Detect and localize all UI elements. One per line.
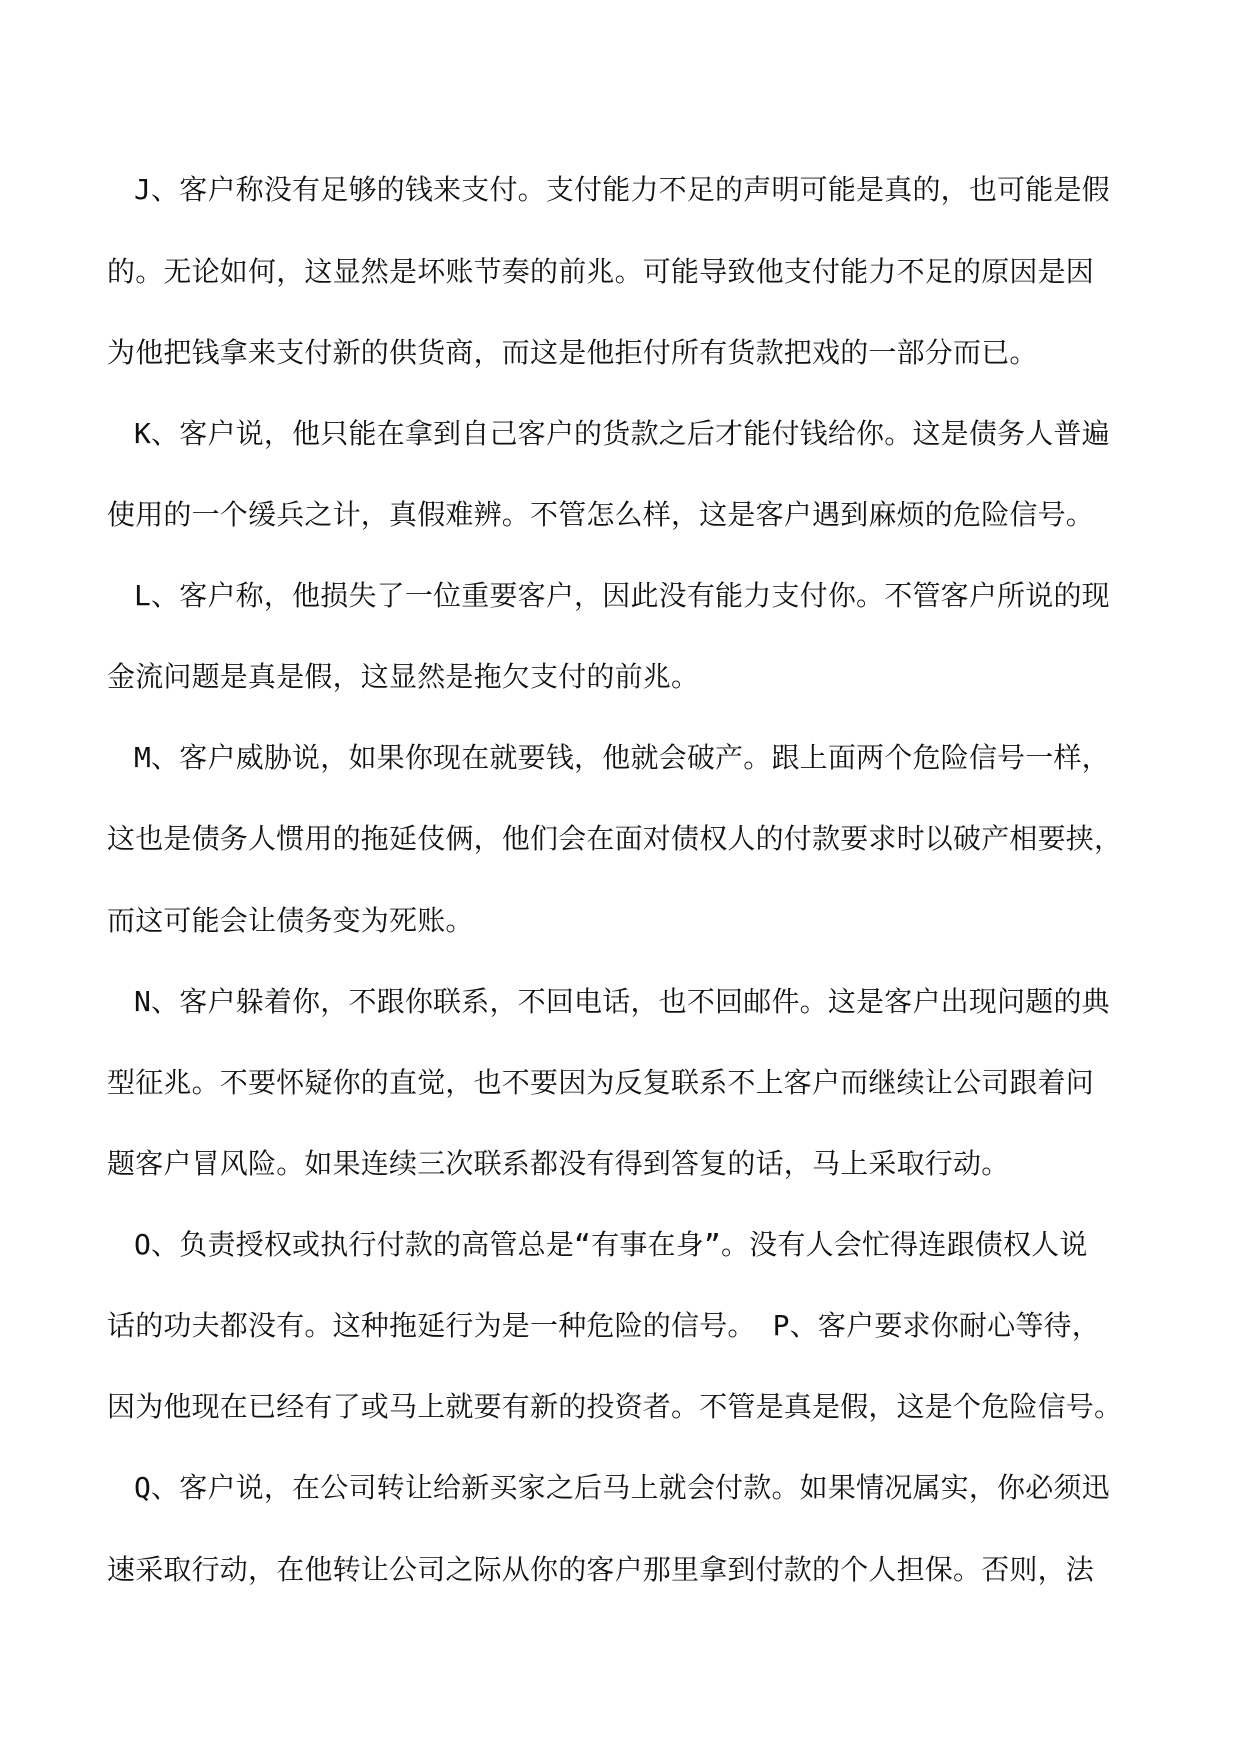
- paragraph-j-line-3: 为他把钱拿来支付新的供货商，而这是他拒付所有货款把戏的一部分而已。: [107, 336, 1038, 369]
- paragraph-j-line-2: 的。无论如何，这显然是坏账节奏的前兆。可能导致他支付能力不足的原因是因: [107, 255, 1095, 288]
- paragraph-q-line-2: 速采取行动，在他转让公司之际从你的客户那里拿到付款的个人担保。否则，法: [107, 1553, 1095, 1586]
- paragraph-n-line-1: N、客户躲着你，不跟你联系，不回电话，也不回邮件。这是客户出现问题的典: [134, 985, 1110, 1018]
- paragraph-q-line-3: [107, 1628, 1147, 1674]
- paragraph-p-line-2: 因为他现在已经有了或马上就要有新的投资者。不管是真是假，这是个危险信号。: [107, 1390, 1123, 1423]
- paragraph-n-line-3: 题客户冒风险。如果连续三次联系都没有得到答复的话，马上采取行动。: [107, 1147, 1010, 1180]
- paragraph-l-line-1: L、客户称，他损失了一位重要客户，因此没有能力支付你。不管客户所说的现: [134, 579, 1110, 612]
- paragraph-q-line-1: Q、客户说，在公司转让给新买家之后马上就会付款。如果情况属实，你必须迅: [134, 1471, 1110, 1504]
- paragraph-m-line-3: 而这可能会让债务变为死账。: [107, 904, 474, 937]
- paragraph-o-line-2: 话的功夫都没有。这种拖延行为是一种危险的信号。 P、客户要求你耐心等待，: [107, 1309, 1100, 1342]
- paragraph-k-line-1: K、客户说，他只能在拿到自己客户的货款之后才能付钱给你。这是债务人普遍: [134, 417, 1110, 450]
- paragraph-k-line-2: 使用的一个缓兵之计，真假难辨。不管怎么样，这是客户遇到麻烦的危险信号。: [107, 498, 1095, 531]
- paragraph-o-line-1: O、负责授权或执行付款的高管总是“有事在身”。没有人会忙得连跟债权人说: [134, 1228, 1088, 1261]
- paragraph-j-line-1: J、客户称没有足够的钱来支付。支付能力不足的声明可能是真的，也可能是假: [134, 173, 1110, 206]
- paragraph-m-line-2: 这也是债务人惯用的拖延伎俩，他们会在面对债权人的付款要求时以破产相要挟，: [107, 822, 1123, 855]
- paragraph-l-line-2: 金流问题是真是假，这显然是拖欠支付的前兆。: [107, 660, 700, 693]
- paragraph-n-line-2: 型征兆。不要怀疑你的直觉，也不要因为反复联系不上客户而继续让公司跟着问: [107, 1066, 1095, 1099]
- paragraph-m-line-1: M、客户威胁说，如果你现在就要钱，他就会破产。跟上面两个危险信号一样，: [134, 741, 1110, 774]
